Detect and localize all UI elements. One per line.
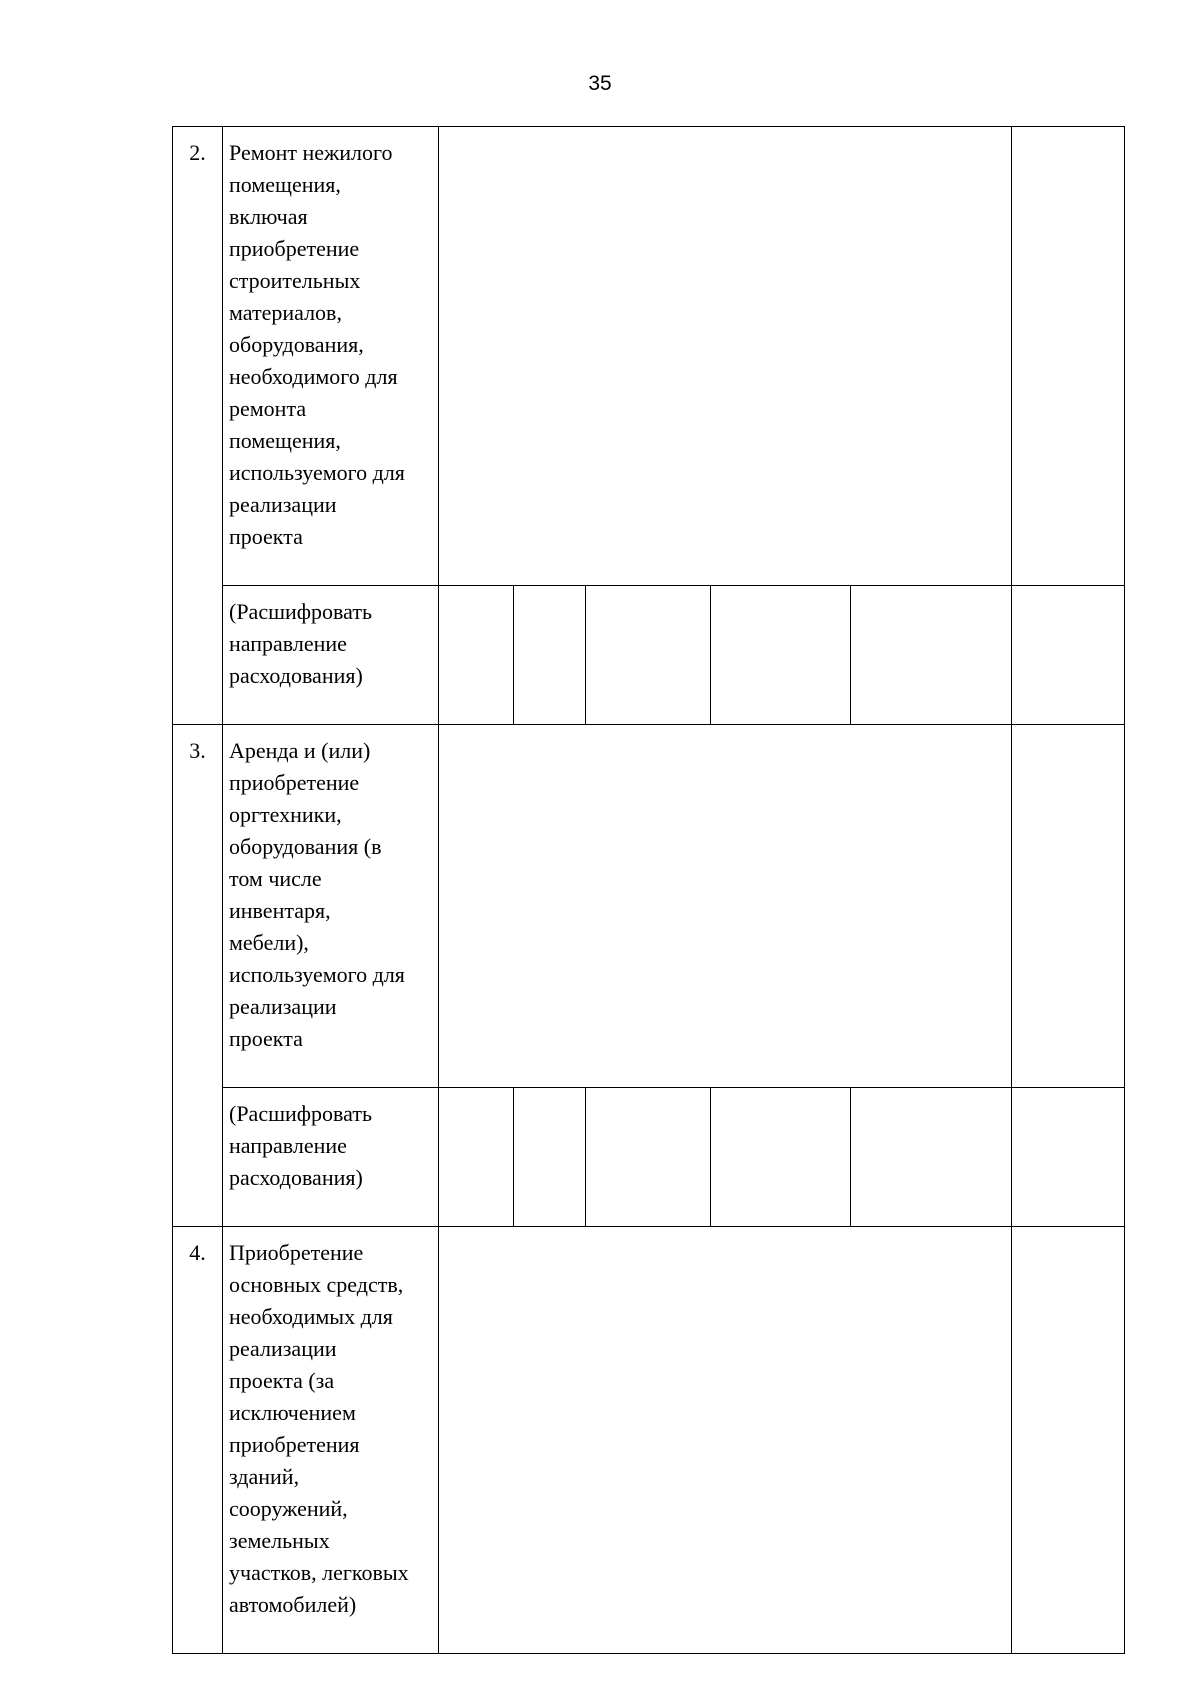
page-number: 35 [588,72,612,95]
table-row-item-2 [173,127,1125,586]
table-row-item-4 [173,1227,1125,1654]
table-row-item-3 [173,725,1125,1088]
expense-item-name: Ремонт нежилого помещения, включая приобретение строительных материалов, оборудования, необходимого для ремонта помещения, используемого для реализации проекта [223,127,439,586]
expense-breakdown-note: (Расшифровать направление расходования) [223,586,439,725]
empty-cell [514,1088,586,1227]
empty-cell [1012,127,1125,586]
empty-cell [851,586,1012,725]
row-number: 2. [173,127,223,725]
empty-cell [439,1088,514,1227]
row-number: 3. [173,725,223,1227]
empty-cell [711,1088,851,1227]
empty-cell [586,1088,711,1227]
expense-table [172,126,1125,1654]
expense-breakdown-note: (Расшифровать направление расходования) [223,1088,439,1227]
row-number: 4. [173,1227,223,1654]
empty-cell [1012,1088,1125,1227]
merged-empty-cell [439,725,1012,1088]
empty-cell [1012,586,1125,725]
empty-cell [439,586,514,725]
empty-cell [851,1088,1012,1227]
expense-item-name: Аренда и (или) приобретение оргтехники, оборудования (в том числе инвентаря, мебели), используемого для реализации проекта [223,725,439,1088]
table-subrow-item-2 [173,586,1125,725]
empty-cell [1012,725,1125,1088]
empty-cell [586,586,711,725]
merged-empty-cell [439,127,1012,586]
expense-item-name: Приобретение основных средств, необходимых для реализации проекта (за исключением приобретения зданий, сооружений, земельных участков, легковых автомобилей) [223,1227,439,1654]
merged-empty-cell [439,1227,1012,1654]
table-subrow-item-3 [173,1088,1125,1227]
empty-cell [514,586,586,725]
empty-cell [711,586,851,725]
empty-cell [1012,1227,1125,1654]
